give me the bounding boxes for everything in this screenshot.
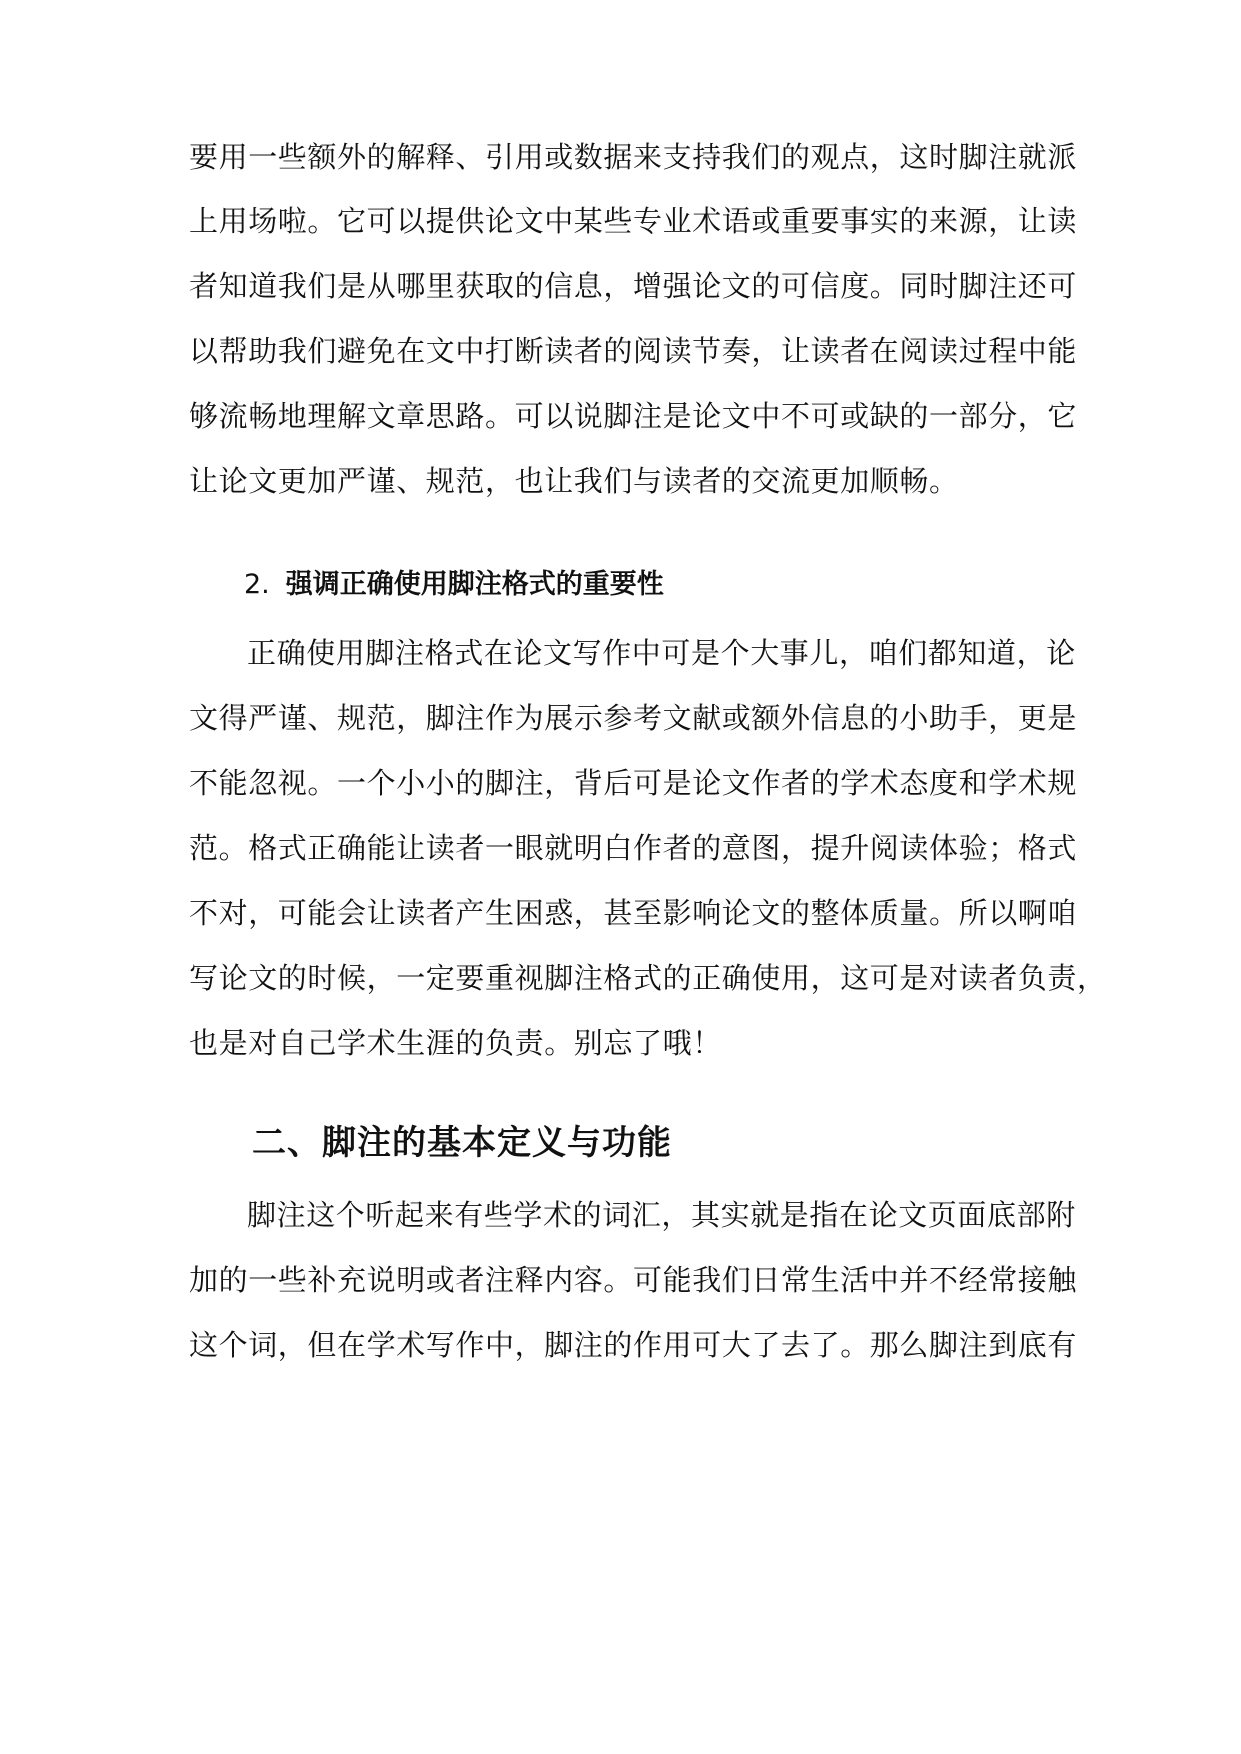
- section-title: 强调正确使用脚注格式的重要性: [285, 569, 664, 600]
- paragraph-2-line-2: 文得严谨、规范，脚注作为展示参考文献或额外信息的小助手，更是: [189, 701, 1078, 735]
- paragraph-1-line-5: 够流畅地理解文章思路。可以说脚注是论文中不可或缺的一部分，它: [189, 399, 1078, 433]
- paragraph-2-line-4: 范。格式正确能让读者一眼就明白作者的意图，提升阅读体验；格式: [189, 831, 1078, 865]
- section-heading-2: [244, 565, 664, 605]
- paragraph-1-line-6: 让论文更加严谨、规范，也让我们与读者的交流更加顺畅。: [189, 464, 959, 498]
- paragraph-3-line-2: 加的一些补充说明或者注释内容。可能我们日常生活中并不经常接触: [189, 1263, 1078, 1297]
- paragraph-3-line-3: 这个词，但在学术写作中，脚注的作用可大了去了。那么脚注到底有: [189, 1328, 1078, 1362]
- paragraph-1-line-4: 以帮助我们避免在文中打断读者的阅读节奏，让读者在阅读过程中能: [189, 334, 1078, 368]
- chapter-heading: 二、脚注的基本定义与功能: [252, 1123, 672, 1163]
- section-number: 2.: [244, 569, 270, 600]
- paragraph-3-line-1: 脚注这个听起来有些学术的词汇，其实就是指在论文页面底部附: [247, 1198, 1076, 1232]
- paragraph-2-line-7: 也是对自己学术生涯的负责。别忘了哦！: [189, 1026, 722, 1060]
- paragraph-2-line-1: 正确使用脚注格式在论文写作中可是个大事儿，咱们都知道，论: [247, 636, 1076, 670]
- paragraph-1-line-1: 要用一些额外的解释、引用或数据来支持我们的观点，这时脚注就派: [189, 140, 1078, 174]
- paragraph-1-line-3: 者知道我们是从哪里获取的信息，增强论文的可信度。同时脚注还可: [189, 269, 1078, 303]
- paragraph-2-line-5: 不对，可能会让读者产生困惑，甚至影响论文的整体质量。所以啊咱: [189, 896, 1078, 930]
- paragraph-2-line-6: 写论文的时候，一定要重视脚注格式的正确使用，这可是对读者负责，: [189, 961, 1107, 995]
- paragraph-2-line-3: 不能忽视。一个小小的脚注，背后可是论文作者的学术态度和学术规: [189, 766, 1078, 800]
- paragraph-1-line-2: 上用场啦。它可以提供论文中某些专业术语或重要事实的来源，让读: [189, 204, 1078, 238]
